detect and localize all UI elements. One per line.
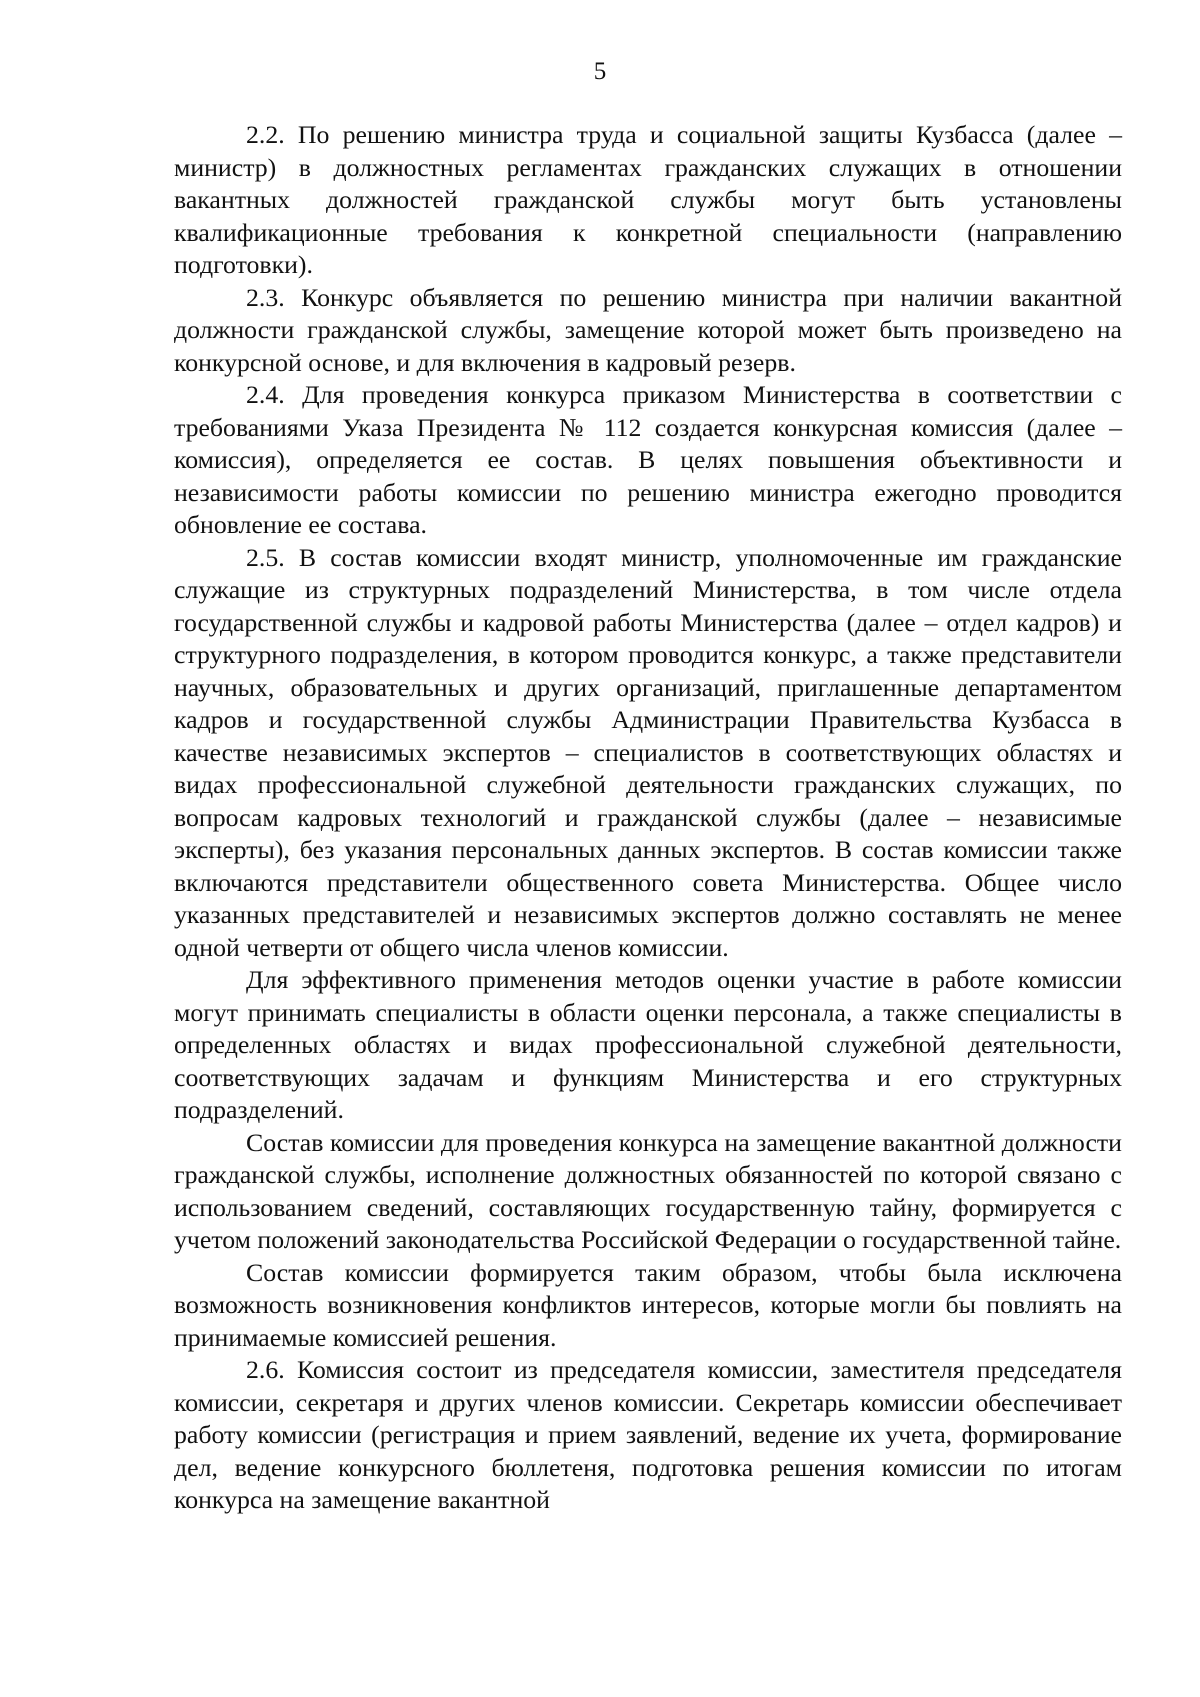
- paragraph-conflict-of-interest: Состав комиссии формируется таким образом, чтобы была исключена возможность возникновения конфликтов интересов, которые могли бы повлиять на принимаемые комиссией решения.: [174, 1257, 1122, 1352]
- paragraph-2-4: 2.4. Для проведения конкурса приказом Министерства в соответствии с требованиями Указа Президента № 112 создается конкурсная комиссия (далее – комиссия), определяется ее состав. В целях повышения объективности и независимости работы комиссии по решению министра ежегодно проводится обновление ее состава.: [174, 380, 1122, 539]
- paragraph-state-secret: Состав комиссии для проведения конкурса на замещение вакантной должности гражданской службы, исполнение должностных обязанностей по которой связано с использованием сведений, составляющих государственную тайну, формируется с учетом положений законодательства Российской Федерации о государственной тайне.: [174, 1127, 1122, 1254]
- paragraph-2-6: 2.6. Комиссия состоит из председателя комиссии, заместителя председателя комиссии, секретаря и других членов комиссии. Секретарь комиссии обеспечивает работу комиссии (регистрация и прием заявлений, ведение их учета, формирование дел, ведение конкурсного бюллетеня, подготовка решения комиссии по итогам конкурса на замещение вакантной: [174, 1355, 1122, 1514]
- paragraph-evaluation-specialists: Для эффективного применения методов оценки участие в работе комиссии могут принимать специалисты в области оценки персонала, а также специалисты в определенных областях и видах профессиональной служебной деятельности, соответствующих задачам и функциям Министерства и его структурных подразделений.: [174, 965, 1122, 1124]
- page-number: 5: [593, 58, 607, 85]
- paragraph-2-3: 2.3. Конкурс объявляется по решению министра при наличии вакантной должности гражданской службы, замещение которой может быть произведено на конкурсной основе, и для включения в кадровый резерв.: [174, 282, 1122, 377]
- paragraph-2-5: 2.5. В состав комиссии входят министр, уполномоченные им гражданские служащие из структурных подразделений Министерства, в том числе отдела государственной службы и кадровой работы Министерства (далее – отдел кадров) и структурного подразделения, в котором проводится конкурс, а также представители научных, образовательных и других организаций, приглашенные департаментом кадров и государственной службы Администрации Правительства Кузбасса в качестве независимых экспертов – специалистов в соответствующих областях и видах профессиональной служебной деятельности гражданских служащих, по вопросам кадровых технологий и гражданской службы (далее – независимые эксперты), без указания персональных данных экспертов. В состав комиссии также включаются представители общественного совета Министерства. Общее число указанных представителей и независимых экспертов должно составлять не менее одной четверти от общего числа членов комиссии.: [174, 542, 1122, 962]
- document-body: [174, 119, 1122, 1517]
- paragraph-2-2: 2.2. По решению министра труда и социальной защиты Кузбасса (далее – министр) в должностных регламентах гражданских служащих в отношении вакантных должностей гражданской службы могут быть установлены квалификационные требования к конкретной специальности (направлению подготовки).: [174, 120, 1122, 279]
